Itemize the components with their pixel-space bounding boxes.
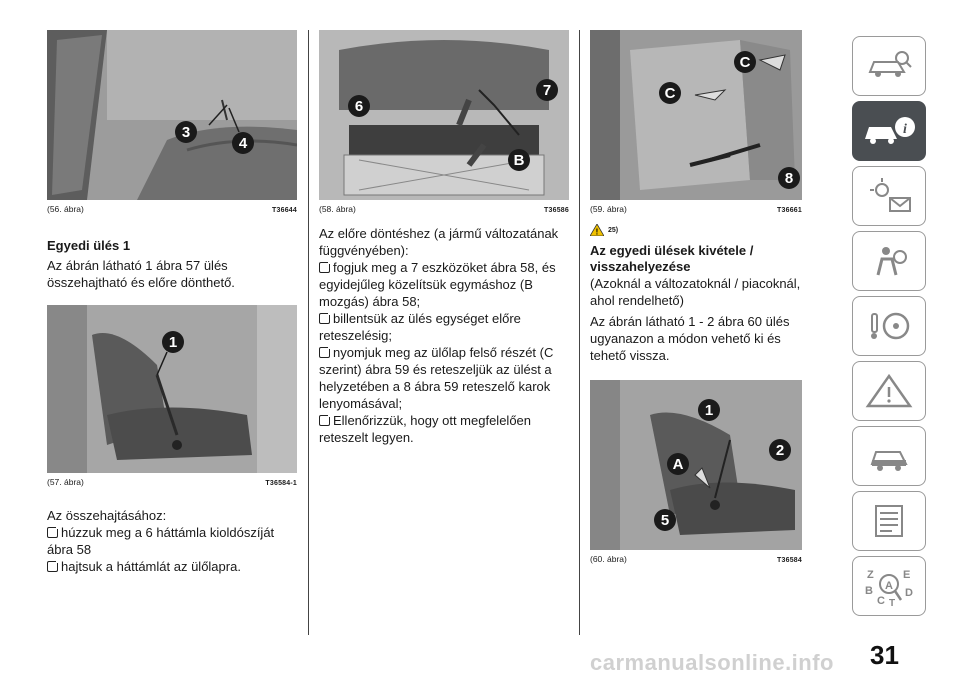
index-letter-d: D <box>905 587 913 599</box>
tab-technical-data[interactable] <box>852 491 926 551</box>
figure-code: T36584 <box>777 557 802 564</box>
svg-text:A: A <box>672 456 684 473</box>
tilt-intro: Az előre döntéshez (a jármű változatának függvényében): <box>319 226 559 258</box>
warning-ref-number: 25) <box>608 226 619 234</box>
column-divider-2 <box>579 30 580 635</box>
figure-57 <box>47 305 297 473</box>
index-letter-e: E <box>903 569 911 581</box>
figure-code: T36661 <box>777 207 802 214</box>
index-letter-c: C <box>877 595 885 607</box>
callout-8 <box>778 167 800 189</box>
list-item: nyomjuk meg az ülőlap felső részét (C szerint) ábra 59 és reteszeljük az ülést a helyzetében a 8 ábra 59 reteszelő karok lenyomásával; <box>319 345 554 411</box>
tab-emergency[interactable] <box>852 361 926 421</box>
callout-4 <box>232 132 254 154</box>
index-icon <box>861 564 917 608</box>
svg-text:7: 7 <box>542 82 552 99</box>
figure-59-caption <box>590 204 802 214</box>
column-1 <box>47 30 297 575</box>
callout-5 <box>654 509 676 531</box>
column-divider-1 <box>308 30 309 635</box>
callout-C-2 <box>659 82 681 104</box>
technical-data-icon <box>864 503 914 539</box>
svg-text:C: C <box>739 54 751 71</box>
svg-text:4: 4 <box>238 135 248 152</box>
callout-B <box>508 149 530 171</box>
warning-triangle-icon <box>590 224 604 236</box>
callout-7 <box>536 79 558 101</box>
list-item: húzzuk meg a 6 háttámla kioldószíját ábra 58 <box>47 525 275 557</box>
list-item: fogjuk meg a 7 eszközöket ábra 58, és egyidejűleg közelítsük egymáshoz (B mozgás) ábra 58; <box>319 260 556 309</box>
intro-paragraph: Az ábrán látható 1 ábra 57 ülés összehajtható és előre dönthető. <box>47 258 235 290</box>
section-heading: Az egyedi ülések kivétele / visszahelyezése <box>590 243 754 274</box>
svg-text:B: B <box>513 152 525 169</box>
index-letter-t: T <box>889 598 896 608</box>
chapter-sidebar <box>852 36 928 621</box>
svg-text:1: 1 <box>168 334 178 351</box>
caption-label: (60. ábra) <box>590 554 627 564</box>
svg-text:5: 5 <box>660 512 670 529</box>
list-item: Ellenőrizzük, hogy ott megfelelően reteszelt legyen. <box>319 413 532 445</box>
maintenance-car-icon <box>864 438 914 474</box>
warning-lights-icon <box>864 178 914 214</box>
svg-text:8: 8 <box>784 170 794 187</box>
callout-6 <box>348 95 370 117</box>
checkbox-bullet-icon <box>319 415 330 426</box>
section-subtitle: (Azoknál a változatoknál / piacoknál, ahol rendelhető) <box>590 276 801 308</box>
callout-1 <box>698 399 720 421</box>
warning-reference <box>590 224 802 236</box>
column-3 <box>590 30 802 564</box>
svg-text:3: 3 <box>181 124 191 141</box>
starting-driving-icon <box>864 308 914 344</box>
list-item: billentsük az ülés egységet előre reteszelésig; <box>319 311 521 343</box>
callout-2 <box>769 439 791 461</box>
tab-vehicle-info[interactable] <box>852 101 926 161</box>
svg-text:!: ! <box>595 227 599 236</box>
tab-warning-lights[interactable] <box>852 166 926 226</box>
svg-text:6: 6 <box>354 98 364 115</box>
index-letter-z: Z <box>867 569 874 581</box>
checkbox-bullet-icon <box>319 262 330 273</box>
checkbox-bullet-icon <box>47 527 58 538</box>
callout-3 <box>175 121 197 143</box>
callout-C-1 <box>734 51 756 73</box>
figure-57-caption <box>47 477 297 487</box>
figure-60-caption <box>590 554 802 564</box>
figure-code: T36644 <box>272 207 297 214</box>
caption-label: (56. ábra) <box>47 204 84 214</box>
figure-60 <box>590 380 802 550</box>
section-heading: Egyedi ülés 1 <box>47 238 131 253</box>
checkbox-bullet-icon <box>319 313 330 324</box>
emergency-triangle-icon <box>864 373 914 409</box>
vehicle-overview-icon <box>864 48 914 84</box>
safety-airbag-icon <box>864 243 914 279</box>
tab-safety[interactable] <box>852 231 926 291</box>
index-letter-b: B <box>865 585 873 597</box>
figure-code: T36584-1 <box>265 480 297 487</box>
figure-58 <box>319 30 569 200</box>
section-body: Az ábrán látható 1 - 2 ábra 60 ülés ugyanazon a módon vehető ki és tehető vissza. <box>590 314 790 363</box>
checkbox-bullet-icon <box>47 561 58 572</box>
caption-label: (58. ábra) <box>319 204 356 214</box>
figure-56 <box>47 30 297 200</box>
svg-text:2: 2 <box>775 442 785 459</box>
fold-intro: Az összehajtásához: <box>47 508 167 523</box>
watermark: carmanualsonline.info <box>590 650 834 675</box>
tab-maintenance[interactable] <box>852 426 926 486</box>
page-number: 31 <box>870 640 899 670</box>
figure-58-caption <box>319 204 569 214</box>
figure-56-caption <box>47 204 297 214</box>
svg-text:C: C <box>664 85 676 102</box>
vehicle-info-icon <box>861 113 917 149</box>
callout-1 <box>162 331 184 353</box>
svg-text:i: i <box>903 122 907 137</box>
figure-code: T36586 <box>544 207 569 214</box>
tab-index[interactable] <box>852 556 926 616</box>
index-letter-a: A <box>885 580 893 592</box>
column-2 <box>319 30 569 446</box>
tab-vehicle-overview[interactable] <box>852 36 926 96</box>
figure-59 <box>590 30 802 200</box>
checkbox-bullet-icon <box>319 347 330 358</box>
svg-text:1: 1 <box>704 402 714 419</box>
caption-label: (59. ábra) <box>590 204 627 214</box>
caption-label: (57. ábra) <box>47 477 84 487</box>
callout-A <box>667 453 689 475</box>
tab-starting-driving[interactable] <box>852 296 926 356</box>
list-item: hajtsuk a háttámlát az ülőlapra. <box>47 558 297 575</box>
